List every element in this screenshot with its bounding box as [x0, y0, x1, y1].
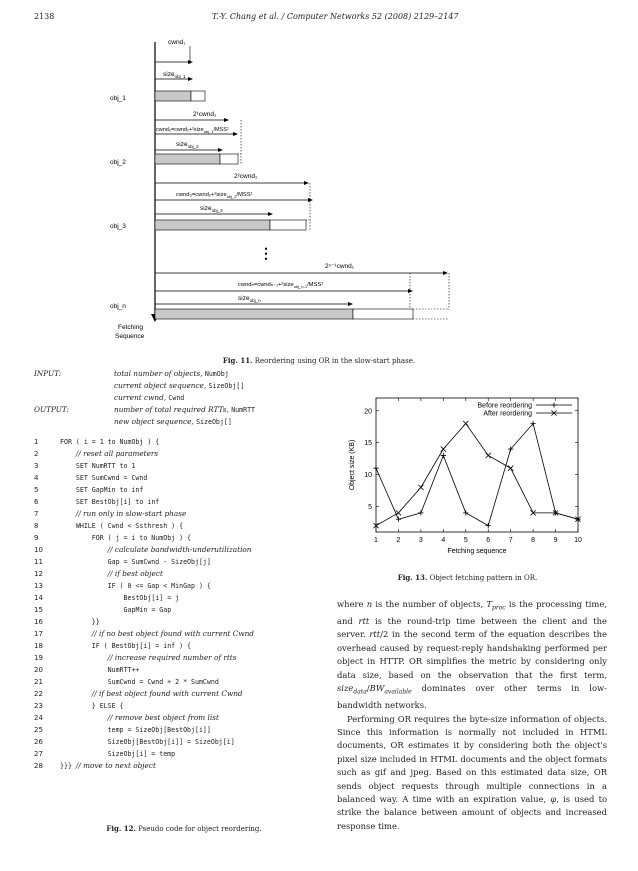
cwnd1-label: cwnd₁: [168, 39, 186, 46]
code-line: [34, 628, 334, 640]
code-text: [60, 688, 243, 700]
data-point: [373, 466, 378, 471]
x-tick-label: 7: [508, 537, 513, 544]
line-number: 21: [34, 678, 43, 686]
line-number: 7: [34, 510, 39, 518]
paragraph-2: [337, 713, 607, 834]
code-line: [34, 592, 334, 604]
text-run: n: [366, 599, 373, 609]
code-line: [34, 604, 334, 616]
line-number: 5: [34, 486, 39, 494]
legend-label: After reordering: [483, 410, 532, 418]
y-tick-label: 10: [364, 472, 372, 480]
twon-label: 2ⁿ⁻¹cwnd₁: [325, 263, 354, 270]
line-number: 23: [34, 702, 43, 710]
text-run: data: [353, 688, 367, 696]
plot-frame: [376, 398, 578, 532]
pseudo-code-block: INPUT: total number of objects, NumObj current object sequence, SizeObj[] current cwnd, Cwnd OUTPUT: number of total required RTTs, NumRTT new object sequence, SizeObj[] 1 FOR ( i = 1 to NumObj ) { 2 // reset all parameters 3 SET NumRTT to 1 4 SET SumCwnd = Cwnd 5 SET GapMin to inf 6 SET BestObj[i] to inf 7 // run only in slow-start phase 8 WHILE ( Cwnd < Ssthresh ) { 9 FOR ( j = i to NumObj ) { 10 // calculate bandwidth-underutilization 11 Gap = SumCwnd - SizeObj[j] 12 // if best object 13 IF ( 0 <= Gap < MinGap ) { 14 BestObj[i] = j 15 GapMin = Gap 16 }} 17 // if no best object found with current Cwnd 18 IF ( BestObj[i] = inf ) { 19 // increase required number of rtts 20 NumRTT++ 21 SumCwnd = Cwnd + 2 * SumCwnd 22 // if best object found with current Cwnd 23 } ELSE { 24 // remove best object from list 25 temp = SizeObj[BestObj[i]] 26 SizeObj[BestObj[i]] = SizeObj[i] 27 SizeObj[i] = temp 28 }}} // move to next object: [34, 368, 334, 772]
text-run: rtt: [369, 629, 381, 640]
legend-marker: [551, 402, 556, 407]
code-comment: // increase required number of rtts: [107, 653, 237, 662]
code-comment: // reset all parameters: [75, 449, 159, 458]
code-text: SET GapMin to inf: [75, 486, 144, 494]
svg-text:cwnd₂=cwnd₁+²sizeobj_1/MSS¹: cwnd₂=cwnd₁+²size$_{obj\_1}$/MSS¹: [156, 127, 229, 134]
code-text: SizeObj[BestObj[i]] = SizeObj[i]: [107, 738, 235, 746]
line-number: 24: [34, 714, 43, 722]
code-text: SET SumCwnd = Cwnd: [75, 474, 148, 482]
code-line: [34, 724, 334, 736]
two1-label: 2¹cwnd₁: [193, 111, 217, 118]
page-number: 2138: [34, 12, 55, 21]
data-point: [463, 421, 468, 426]
data-point: [441, 446, 446, 451]
code-line: [34, 652, 334, 664]
x-tick-label: 4: [441, 537, 446, 544]
code-text: [60, 712, 219, 724]
code-line: [34, 472, 334, 484]
running-title: T.-Y. Chang et al. / Computer Networks 52 (2008) 2129–2147: [212, 12, 459, 21]
code-line: [34, 688, 334, 700]
data-point: [441, 453, 446, 458]
x-tick-label: 6: [486, 537, 491, 544]
code-comment: // if best object found with current Cwnd: [91, 689, 243, 698]
text-run: is the round-trip time between the client and the server.: [337, 616, 607, 640]
line-number: 9: [34, 534, 39, 542]
text-run: is the processing time, and: [337, 599, 607, 627]
text-run: Performing OR requires the byte-size information of objects. Since this information is normally not included in HTML documents, OR estimates it by considering both the object's pixel size included in HTML documents and the object formats such as gif and jpeg. Based on this estimated data size, OR sends object requests through multiple connections in a balanced way. A time with an expiration value,: [337, 713, 607, 805]
code-comment: // remove best object from list: [107, 713, 219, 722]
code-text: IF ( BestObj[i] = inf ) {: [91, 642, 192, 650]
code-text: FOR ( i = 1 to NumObj ) {: [60, 438, 160, 446]
code-text: [60, 568, 163, 580]
code-text: [60, 628, 254, 640]
code-text: temp = SizeObj[BestObj[i]]: [107, 726, 211, 734]
code-text: [60, 508, 186, 520]
text-run: /2 in the second term of the equation describes the overhead caused by request-reply handshaking performed per object in HTTP. OR simplifies the metric by considering only data size, based on the observation that the first term,: [337, 629, 607, 680]
code-text: GapMin = Gap: [123, 606, 172, 614]
code-line: [34, 616, 334, 628]
data-point: [508, 466, 513, 471]
code-line: [34, 532, 334, 544]
code-text: [60, 652, 236, 664]
line-number: 13: [34, 582, 43, 590]
text-run: is the number of objects,: [372, 599, 487, 609]
svg-text:sizeobj_3: size$_{obj\_3}$: [200, 205, 223, 213]
code-comment: // if best object: [107, 569, 163, 578]
line-number: 2: [34, 450, 39, 458]
data-point: [463, 510, 468, 515]
series-line-2: [376, 424, 578, 526]
line-number: 6: [34, 498, 39, 506]
text-run: BW: [369, 683, 385, 694]
y-tick-label: 15: [364, 440, 372, 448]
code-line: [34, 676, 334, 688]
code-text: SumCwnd = Cwnd + 2 * SumCwnd: [107, 678, 219, 686]
code-text: [60, 544, 252, 556]
code-comment: // run only in slow-start phase: [75, 509, 187, 518]
line-number: 4: [34, 474, 39, 482]
code-text: NumRTT++: [107, 666, 140, 674]
text-run: available: [384, 688, 412, 696]
code-text: Gap = SumCwnd - SizeObj[j]: [107, 558, 211, 566]
code-text: [60, 448, 158, 460]
svg-text:sizeobj_2: size$_{obj\_2}$: [176, 141, 199, 149]
figure-13-chart: [340, 392, 595, 568]
line-number: 16: [34, 618, 43, 626]
y-tick-label: 20: [364, 408, 372, 416]
x-tick-label: 1: [374, 537, 378, 544]
text-run: T: [486, 599, 492, 609]
svg-text:cwnd₃=cwnd₂+²sizeobj_2/MSS¹: cwnd₃=cwnd₂+²size$_{obj\_2}$/MSS¹: [176, 192, 253, 199]
y-axis-label: Object size (KB): [349, 439, 356, 491]
data-point: [418, 485, 423, 490]
code-line: [34, 460, 334, 472]
x-tick-label: 2: [396, 537, 401, 544]
code-line: [34, 712, 334, 724]
obj3-label: obj_3: [110, 223, 126, 230]
code-line: [34, 580, 334, 592]
objn-label: obj_n: [110, 303, 126, 310]
code-line: [34, 664, 334, 676]
code-text: SET NumRTT to 1: [75, 462, 136, 470]
text-run: , is used to strike the balance between amount of objects and increased response time.: [337, 794, 607, 831]
line-number: 18: [34, 642, 43, 650]
line-number: 10: [34, 546, 43, 554]
line-number: 15: [34, 606, 43, 614]
code-text: SET BestObj[i] to inf: [75, 498, 160, 506]
x-tick-label: 8: [531, 537, 536, 544]
code-comment: // calculate bandwidth-underutilization: [107, 545, 252, 554]
figure-13-caption: Fig. 13. Object fetching pattern in OR.: [397, 573, 538, 582]
code-text: BestObj[i] = j: [123, 594, 180, 602]
line-number: 8: [34, 522, 39, 530]
line-number: 28: [34, 762, 43, 770]
body-text: [337, 598, 607, 833]
code-line: [34, 700, 334, 712]
obj2-label: obj_2: [110, 159, 126, 166]
paragraph-1: [337, 598, 607, 713]
line-number: 14: [34, 594, 43, 602]
line-number: 11: [34, 558, 43, 566]
legend-label: Before reordering: [477, 402, 532, 410]
x-tick-label: 5: [463, 537, 468, 544]
data-point: [396, 517, 401, 522]
code-line: [34, 520, 334, 532]
x-axis-label: Fetching sequence: [447, 548, 507, 555]
text-run: size: [337, 683, 354, 694]
line-number: 3: [34, 462, 39, 470]
code-line: [34, 748, 334, 760]
code-line: [34, 760, 334, 772]
line-number: 22: [34, 690, 43, 698]
data-point: [396, 510, 401, 515]
line-number: 17: [34, 630, 43, 638]
x-tick-label: 3: [418, 537, 423, 544]
data-point: [486, 523, 491, 528]
x-tick-label: 10: [574, 537, 582, 544]
text-run: dominates over other terms in low-bandwidth networks.: [337, 683, 607, 711]
text-run: φ: [550, 794, 557, 805]
code-text: SizeObj[i] = temp: [107, 750, 176, 758]
code-line: [34, 736, 334, 748]
ellipsis-dots: ⋮: [259, 245, 273, 261]
svg-text:cwndₙ=cwndₙ₋₁+²sizeobj_n-1/MSS: cwndₙ=cwndₙ₋₁+²size$_{obj\_n-1}$/MSS¹: [238, 282, 324, 289]
code-comment: // move to next object: [75, 761, 156, 770]
two2-label: 2²cwnd₁: [234, 173, 258, 180]
y-tick-label: 5: [368, 503, 372, 511]
code-line: [34, 436, 334, 448]
figure-11-caption: Fig. 11. Reordering using OR in the slow-start phase.: [222, 356, 416, 365]
text-run: proc: [491, 604, 506, 612]
obj1-label: obj_1: [110, 95, 126, 102]
code-text: WHILE ( Cwnd < Ssthresh ) {: [75, 522, 184, 530]
figure-11-diagram: [110, 36, 460, 348]
fetching-label-1: Fetching: [118, 324, 143, 331]
line-number: 27: [34, 750, 43, 758]
text-run: where: [337, 599, 367, 609]
text-run: rtt: [358, 616, 370, 627]
line-number: 20: [34, 666, 43, 674]
line-number: 19: [34, 654, 43, 662]
code-line: [34, 640, 334, 652]
code-text: }}: [91, 618, 100, 626]
x-tick-label: 9: [553, 537, 558, 544]
code-line: [34, 448, 334, 460]
line-number: 1: [34, 438, 39, 446]
code-text: IF ( 0 <= Gap < MinGap ) {: [107, 582, 211, 590]
code-text: FOR ( j = i to NumObj ) {: [91, 534, 192, 542]
data-point: [418, 510, 423, 515]
line-number: 25: [34, 726, 43, 734]
code-comment: // if no best object found with current Cwnd: [91, 629, 254, 638]
data-point: [486, 453, 491, 458]
code-text: } ELSE {: [91, 702, 124, 710]
code-line: [34, 568, 334, 580]
code-line: [34, 556, 334, 568]
fetching-label-2: Sequence: [115, 333, 145, 340]
svg-text:sizeobj_1: size$_{obj\_1}$: [163, 71, 186, 79]
text-run: /: [366, 683, 370, 694]
code-line: [34, 484, 334, 496]
code-line: [34, 508, 334, 520]
figure-12-caption: Fig. 12. Pseudo code for object reordering.: [106, 824, 262, 833]
svg-text:sizeobj_n: size$_{obj\_n}$: [238, 295, 261, 303]
code-text: }}} // move to next object: [60, 761, 156, 770]
code-line: [34, 496, 334, 508]
line-number: 12: [34, 570, 43, 578]
line-number: 26: [34, 738, 43, 746]
code-line: [34, 544, 334, 556]
